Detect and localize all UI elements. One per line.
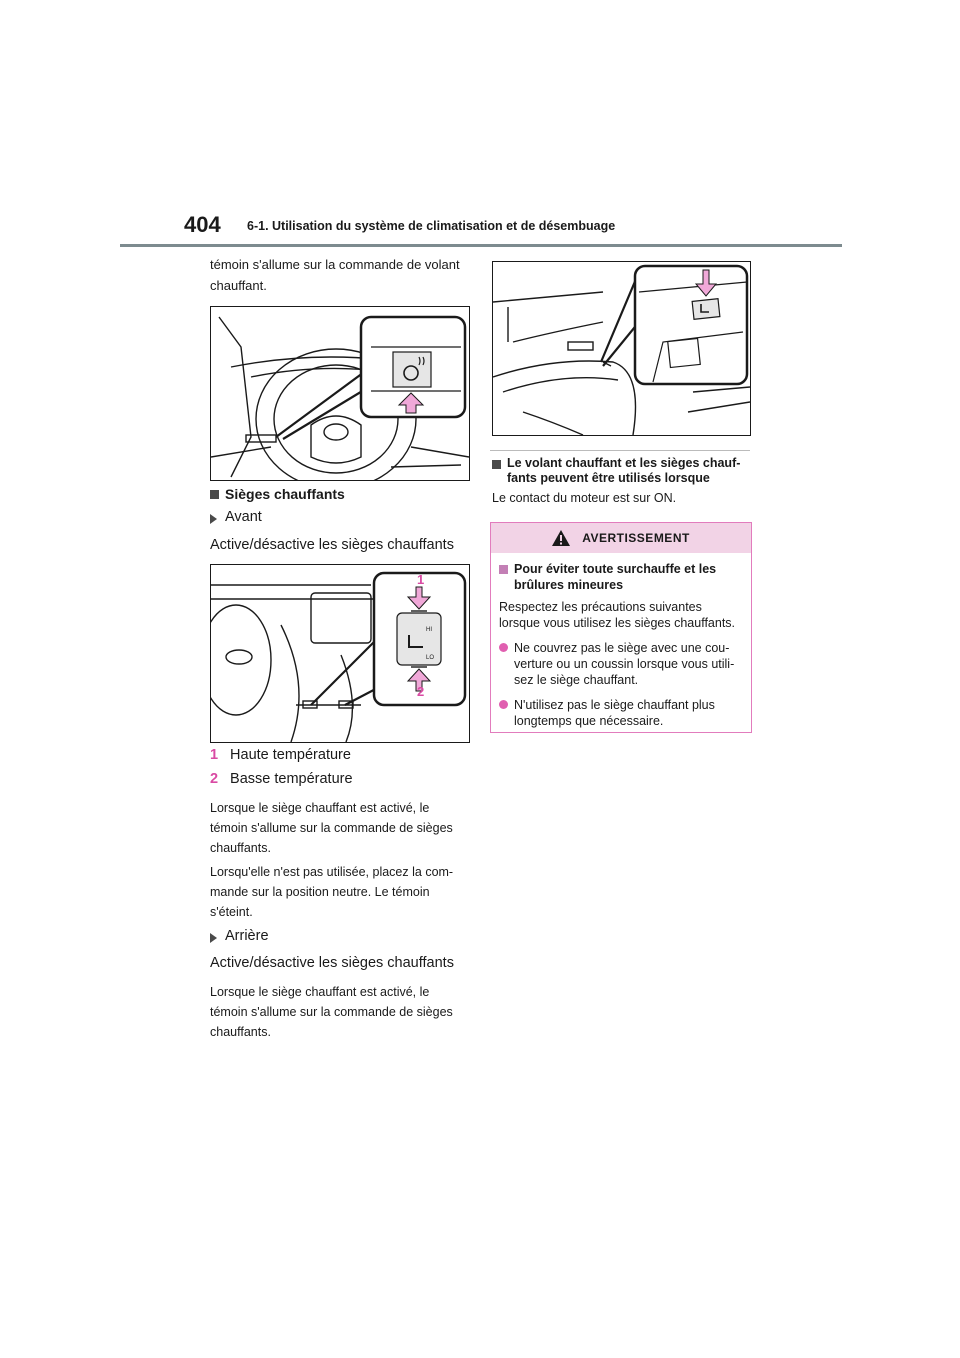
legend-text-2: Basse température <box>230 771 353 787</box>
steering-heater-illustration <box>211 307 469 480</box>
paragraph-2-line-3: s'éteint. <box>210 905 253 919</box>
warning-header <box>491 523 751 553</box>
subheading-rear <box>210 928 269 944</box>
warning-bullet-2-line-2: longtemps que nécessaire. <box>514 714 664 728</box>
warning-bullet-2-text <box>514 697 715 729</box>
warning-bullet-2 <box>499 697 743 729</box>
section-heading-availability <box>492 456 740 486</box>
figure-steering-heater <box>210 306 470 481</box>
warning-intro-line-2: lorsque vous utilisez les sièges chauffants. <box>499 616 736 630</box>
warning-heading-text <box>514 561 716 593</box>
intro-line-1: témoin s'allume sur la commande de volant <box>210 257 460 272</box>
warning-bullet-1-text <box>514 640 734 688</box>
paragraph-3-line-1: Lorsque le siège chauffant est activé, le <box>210 985 430 999</box>
paragraph-2 <box>210 862 453 922</box>
paragraph-3-line-2: témoin s'allume sur la commande de sièges <box>210 1005 453 1019</box>
header-rule <box>120 244 842 247</box>
bullet-dot-icon <box>499 700 508 709</box>
warning-bullet-1-line-1: Ne couvrez pas le siège avec une cou- <box>514 641 730 655</box>
subheading-front <box>210 509 262 525</box>
triangle-bullet-icon <box>210 514 217 524</box>
section-separator <box>490 450 750 451</box>
availability-heading-line-1: Le volant chauffant et les sièges chauf- <box>507 456 741 470</box>
figure-front-seat-heater <box>210 564 470 743</box>
warning-triangle-icon <box>552 530 570 546</box>
front-label: Avant <box>225 509 262 525</box>
rear-action: Active/désactive les sièges chauffants <box>210 955 454 971</box>
rear-label: Arrière <box>225 928 269 944</box>
warning-heading <box>499 561 743 593</box>
warning-box <box>490 522 752 733</box>
availability-heading-line-2: fants peuvent être utilisés lorsque <box>507 471 710 485</box>
page-header-title: 6-1. Utilisation du système de climatisation et de désembuage <box>247 219 616 233</box>
section-square-icon <box>210 490 219 499</box>
figure-rear-seat-heater <box>492 261 751 436</box>
warning-bullet-2-line-1: N'utilisez pas le siège chauffant plus <box>514 698 715 712</box>
legend-number-2: 2 <box>210 771 219 787</box>
warning-intro-line-1: Respectez les précautions suivantes <box>499 600 702 614</box>
paragraph-2-line-1: Lorsqu'elle n'est pas utilisée, placez la com- <box>210 865 454 879</box>
warning-bullet-1-line-2: verture ou un coussin lorsque vous utili- <box>514 657 735 671</box>
paragraph-1-line-1: Lorsque le siège chauffant est activé, le <box>210 801 430 815</box>
warning-heading-line-1: Pour éviter toute surchauffe et les <box>514 562 717 576</box>
paragraph-1-line-2: témoin s'allume sur la commande de sièges <box>210 821 453 835</box>
paragraph-3 <box>210 982 453 1042</box>
paragraph-1-line-3: chauffants. <box>210 841 271 855</box>
legend-item-1 <box>210 745 351 765</box>
callout-1: 1 <box>417 572 425 587</box>
warning-heading-line-2: brûlures mineures <box>514 578 624 592</box>
switch-lo-label: LO <box>426 655 435 661</box>
section-heading-text: Sièges chauffants <box>225 486 345 502</box>
warning-bullet-1-line-3: sez le siège chauffant. <box>514 673 639 687</box>
front-action: Active/désactive les sièges chauffants <box>210 537 454 553</box>
triangle-bullet-icon <box>210 933 217 943</box>
switch-hi-label: HI <box>426 627 432 633</box>
warning-bullet-1 <box>499 640 743 688</box>
legend-item-2 <box>210 769 353 789</box>
availability-heading-text <box>507 456 740 486</box>
callout-2: 2 <box>417 684 425 699</box>
warning-title: AVERTISSEMENT <box>582 531 690 545</box>
page-number: 404 <box>184 212 221 237</box>
paragraph-3-line-3: chauffants. <box>210 1025 271 1039</box>
warning-intro <box>499 599 743 631</box>
legend-number-1: 1 <box>210 747 219 763</box>
paragraph-2-line-2: mande sur la position neutre. Le témoin <box>210 885 430 899</box>
section-square-icon <box>492 460 501 469</box>
front-seat-heater-illustration <box>211 565 469 742</box>
rear-seat-heater-illustration <box>493 262 750 435</box>
availability-body: Le contact du moteur est sur ON. <box>492 491 677 505</box>
section-heading-heated-seats <box>210 486 345 502</box>
intro-line-2: chauffant. <box>210 278 267 293</box>
warning-body <box>491 553 751 729</box>
legend-text-1: Haute température <box>230 747 351 763</box>
bullet-dot-icon <box>499 643 508 652</box>
paragraph-1 <box>210 798 453 858</box>
warning-square-icon <box>499 565 508 574</box>
